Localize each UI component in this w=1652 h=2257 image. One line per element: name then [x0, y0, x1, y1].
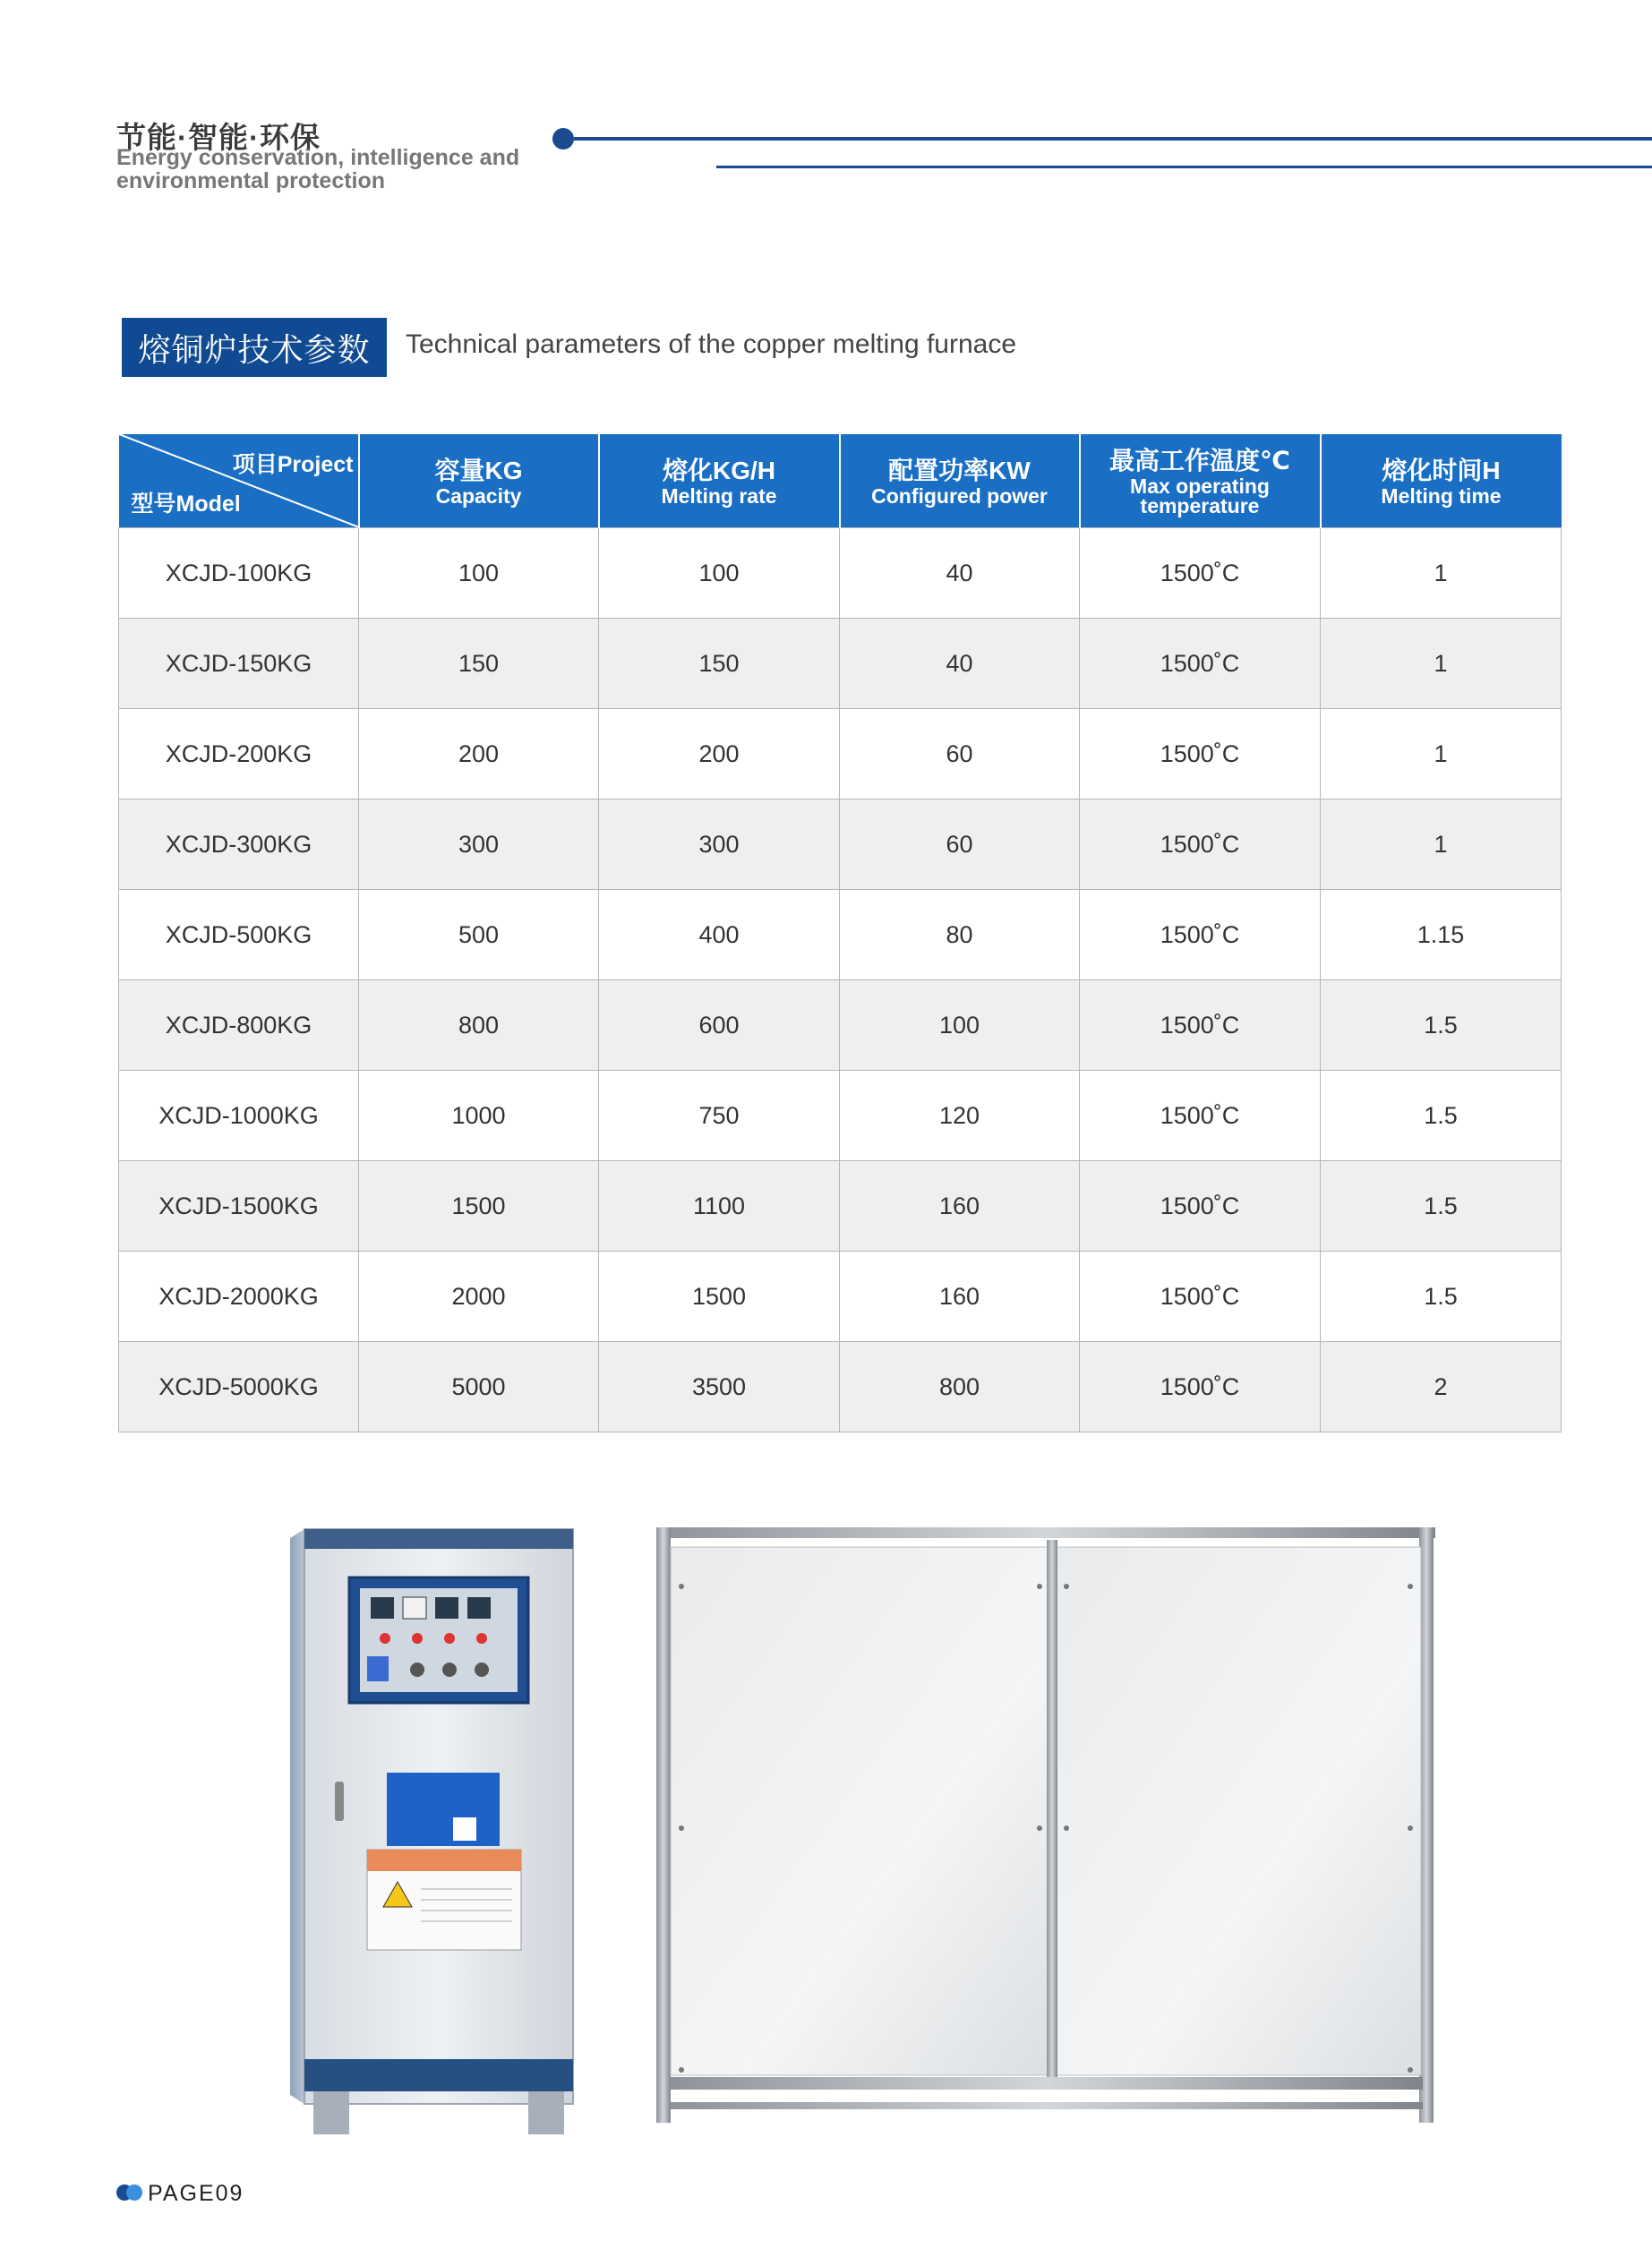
cell-max-temp: 1500˚C [1080, 619, 1321, 709]
cell-model: XCJD-1500KG [119, 1161, 359, 1252]
cell-model: XCJD-800KG [119, 980, 359, 1071]
column-header-capacity: 容量KG Capacity [359, 434, 599, 528]
table-row [119, 1252, 1562, 1342]
column-header-configured-power: 配置功率KW Configured power [840, 434, 1080, 528]
table-row [119, 709, 1562, 799]
table-row [119, 980, 1562, 1071]
table-corner-cell [119, 434, 359, 528]
cell-capacity: 1500 [359, 1161, 599, 1252]
column-header-max-temp: 最高工作温度℃ Max operating temperature [1080, 434, 1321, 528]
cell-capacity: 1000 [359, 1071, 599, 1161]
cell-configured-power: 60 [840, 709, 1080, 799]
cell-max-temp: 1500˚C [1080, 1252, 1321, 1342]
cell-melting-time: 1 [1321, 619, 1562, 709]
cell-melting-time: 1 [1321, 709, 1562, 799]
cell-capacity: 2000 [359, 1252, 599, 1342]
cell-capacity: 5000 [359, 1342, 599, 1432]
cell-capacity: 100 [359, 528, 599, 619]
cell-melting-rate: 200 [599, 709, 840, 799]
cell-max-temp: 1500˚C [1080, 709, 1321, 799]
cell-model: XCJD-200KG [119, 709, 359, 799]
cell-configured-power: 800 [840, 1342, 1080, 1432]
cell-model: XCJD-150KG [119, 619, 359, 709]
cell-melting-time: 1.5 [1321, 1252, 1562, 1342]
cell-max-temp: 1500˚C [1080, 1161, 1321, 1252]
cell-melting-time: 1.5 [1321, 1161, 1562, 1252]
header-rule-bottom [716, 166, 1652, 168]
cell-capacity: 500 [359, 890, 599, 980]
table-row [119, 1342, 1562, 1432]
cell-melting-rate: 150 [599, 619, 840, 709]
cell-max-temp: 1500˚C [1080, 890, 1321, 980]
spec-table [118, 434, 1562, 1432]
cell-max-temp: 1500˚C [1080, 799, 1321, 890]
cell-melting-time: 2 [1321, 1342, 1562, 1432]
header-dot [552, 128, 574, 150]
cell-capacity: 150 [359, 619, 599, 709]
cell-max-temp: 1500˚C [1080, 1071, 1321, 1161]
section-title-en: Technical parameters of the copper melting furnace [406, 329, 1017, 359]
cell-model: XCJD-100KG [119, 528, 359, 619]
cell-melting-time: 1 [1321, 528, 1562, 619]
cell-configured-power: 100 [840, 980, 1080, 1071]
cell-configured-power: 40 [840, 528, 1080, 619]
cell-max-temp: 1500˚C [1080, 980, 1321, 1071]
corner-project-label: 项目Project [232, 452, 354, 477]
cell-capacity: 300 [359, 799, 599, 890]
table-row [119, 890, 1562, 980]
table-header-row [119, 434, 1562, 528]
header-title-cn: 节能·智能·环保 [116, 121, 321, 154]
cell-model: XCJD-2000KG [119, 1252, 359, 1342]
cell-melting-time: 1.5 [1321, 980, 1562, 1071]
cell-melting-time: 1 [1321, 799, 1562, 890]
cell-max-temp: 1500˚C [1080, 1342, 1321, 1432]
cell-model: XCJD-1000KG [119, 1071, 359, 1161]
cell-melting-time: 1.15 [1321, 890, 1562, 980]
cell-configured-power: 120 [840, 1071, 1080, 1161]
table-row [119, 799, 1562, 890]
table-row [119, 528, 1562, 619]
cell-configured-power: 160 [840, 1252, 1080, 1342]
cell-melting-rate: 600 [599, 980, 840, 1071]
cell-melting-time: 1.5 [1321, 1071, 1562, 1161]
table-row [119, 1161, 1562, 1252]
cell-melting-rate: 100 [599, 528, 840, 619]
cell-capacity: 200 [359, 709, 599, 799]
control-cabinet-image [278, 1522, 582, 2140]
cell-model: XCJD-500KG [119, 890, 359, 980]
cell-configured-power: 60 [840, 799, 1080, 890]
cell-model: XCJD-5000KG [119, 1342, 359, 1432]
header-title-en: Energy conservation, intelligence and environmental protection [116, 145, 520, 193]
cell-melting-rate: 1500 [599, 1252, 840, 1342]
cell-melting-rate: 300 [599, 799, 840, 890]
furnace-frame-image [649, 1522, 1442, 2126]
corner-model-label: 型号Model [131, 492, 241, 517]
table-row [119, 1071, 1562, 1161]
cell-melting-rate: 3500 [599, 1342, 840, 1432]
cell-melting-rate: 750 [599, 1071, 840, 1161]
section-title-cn: 熔铜炉技术参数 [122, 318, 387, 377]
cell-model: XCJD-300KG [119, 799, 359, 890]
cell-max-temp: 1500˚C [1080, 528, 1321, 619]
column-header-melting-rate: 熔化KG/H Melting rate [599, 434, 840, 528]
cell-configured-power: 80 [840, 890, 1080, 980]
cell-configured-power: 40 [840, 619, 1080, 709]
header-rule-top [574, 137, 1652, 141]
cell-melting-rate: 1100 [599, 1161, 840, 1252]
page-number: PAGE09 [148, 2181, 244, 2206]
cell-configured-power: 160 [840, 1161, 1080, 1252]
cell-melting-rate: 400 [599, 890, 840, 980]
table-row [119, 619, 1562, 709]
cell-capacity: 800 [359, 980, 599, 1071]
column-header-melting-time: 熔化时间H Melting time [1321, 434, 1562, 528]
footer-dot-light [126, 2184, 142, 2201]
